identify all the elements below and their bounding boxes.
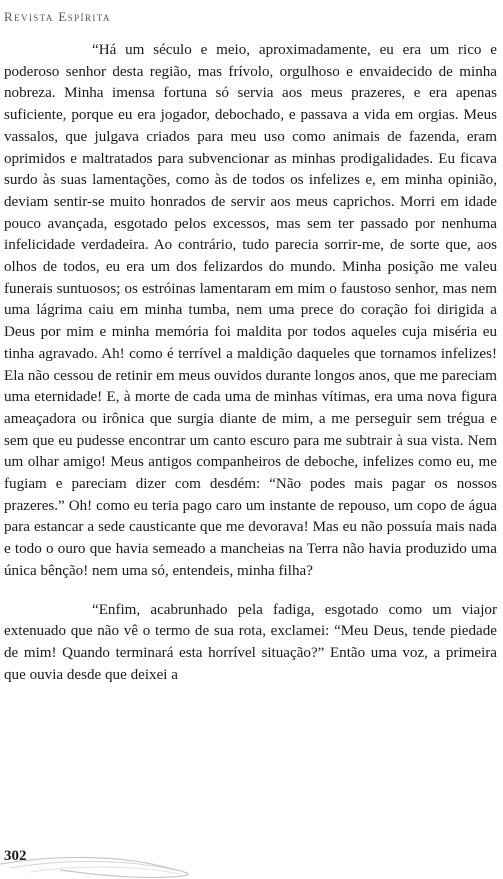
paragraph-2: “Enfim, acabrunhado pela fadiga, esgotado como um viajor extenuado que não vê o termo de sua rota, exclamei: “Meu Deus, tende piedade de mim! Quando terminará esta horrível situação?” Então uma voz, a primeira que ouvia desde que deixei a (4, 601, 497, 683)
body-text (4, 40, 497, 686)
page-number: 302 (4, 848, 27, 864)
decorative-swoosh-icon (0, 846, 503, 879)
running-header: Revista Espírita (4, 9, 111, 24)
paragraph-1: “Há um século e meio, aproximadamente, eu era um rico e poderoso senhor desta região, mas frívolo, orgulhoso e envaidecido de minha nobreza. Minha imensa fortuna só servia aos meus prazeres, e era apenas suficiente, porque eu era jogador, debochado, e passava a vida em orgias. Meus vassalos, que julgava criados para meu uso como animais de fazenda, eram oprimidos e maltratados para subvencionar as minhas prodigalidades. Eu ficava surdo às suas lamentações, como às de todos os infelizes e, em minha opinião, deviam sentir-se muito honrados de servir aos meus caprichos. Morri em idade pouco avançada, esgotado pelos excessos, mas sem ter passado por nenhuma infelicidade verdadeira. Ao contrário, tudo parecia sorrir-me, de sorte que, aos olhos de todos, eu era um dos felizardos do mundo. Minha posição me valeu funerais suntuosos; os estróinas lamentaram em mim o faustoso senhor, mas nem uma lágrima caiu em minha tumba, nem uma prece do coração foi dirigida a Deus por mim e minha memória foi maldita por todos aqueles cuja miséria eu tinha agravado. Ah! como é terrível a maldição daqueles que tornamos infelizes! Ela não cessou de retinir em meus ouvidos durante longos anos, que me pareciam uma eternidade! E, à morte de cada uma de minhas vítimas, era uma nova figura ameaçadora ou irônica que surgia diante de mim, a me perseguir sem trégua e sem que eu pudesse encontrar um canto escuro para me subtrair à sua vista. Nem um olhar amigo! Meus antigos companheiros de deboche, infelizes como eu, me fugiam e pareciam dizer com desdém: “Não podes mais pagar os nossos prazeres.” Oh! como eu teria pago caro um instante de repouso, um copo de água para estancar a sede causticante que me devorava! Mas eu não possuía mais nada e todo o ouro que havia semeado a mancheias na Terra não havia produzido uma única bênção! nem uma só, entendeis, minha filha? (4, 42, 497, 579)
